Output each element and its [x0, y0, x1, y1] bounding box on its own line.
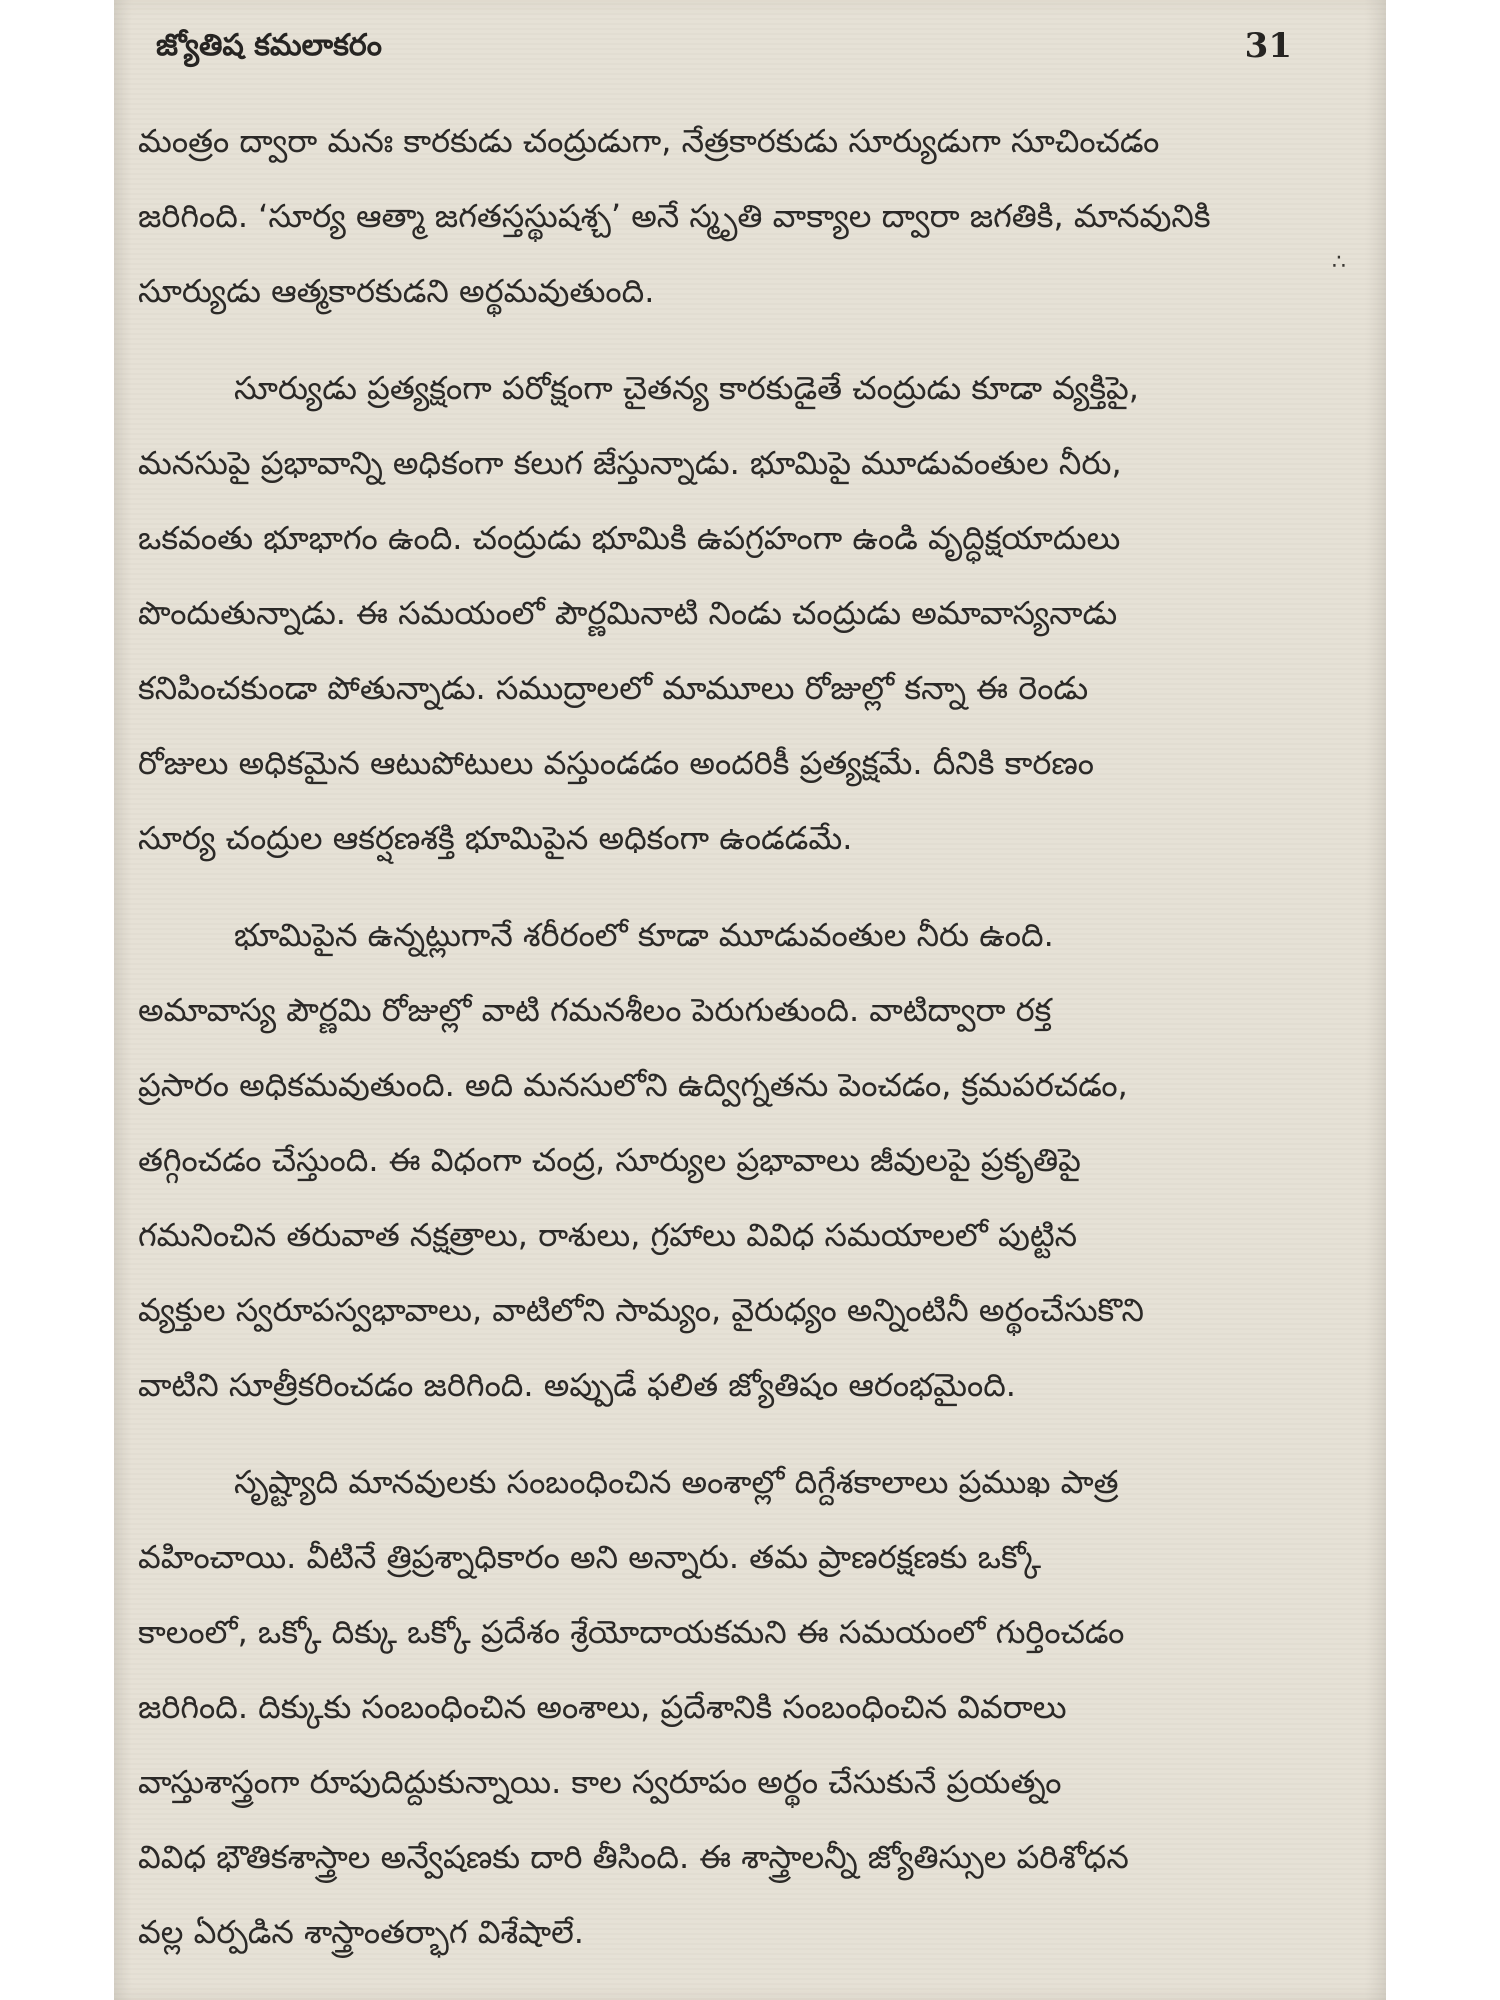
text-line: తగ్గించడం చేస్తుంది. ఈ విధంగా చంద్ర, సూర్యుల ప్రభావాలు జీవులపై ప్రకృతిపై — [138, 1141, 1081, 1179]
paragraph-4 — [138, 1445, 1328, 1970]
text-line: వివిధ భౌతికశాస్త్రాల అన్వేషణకు దారి తీసింది. ఈ శాస్త్రాలన్నీ జ్యోతిస్సుల పరిశోధన — [138, 1838, 1129, 1876]
page-number: 31 — [1244, 26, 1292, 66]
text-line: వహించాయి. వీటినే త్రిప్రశ్నాధికారం అని అన్నారు. తమ ప్రాణరక్షణకు ఒక్కో — [138, 1538, 1042, 1576]
paragraph-2 — [138, 351, 1328, 876]
text-line: కనిపించకుండా పోతున్నాడు. సముద్రాలలో మామూలు రోజుల్లో కన్నా ఈ రెండు — [138, 669, 1089, 707]
text-line: జరిగింది. దిక్కుకు సంబంధించిన అంశాలు, ప్రదేశానికి సంబంధించిన వివరాలు — [138, 1688, 1067, 1726]
text-line: కాలంలో, ఒక్కో దిక్కు ఒక్కో ప్రదేశం శ్రేయోదాయకమని ఈ సమయంలో గుర్తించడం — [138, 1613, 1125, 1651]
paragraph-3 — [138, 898, 1328, 1423]
running-head: జ్యోతిష కమలాకరం — [156, 28, 382, 63]
text-line: సూర్య చంద్రుల ఆకర్షణశక్తి భూమిపైన అధికంగా ఉండడమే. — [138, 819, 853, 857]
book-page — [114, 0, 1386, 2000]
body-text — [138, 104, 1328, 1992]
text-line: జరిగింది. ‘సూర్య ఆత్మా జగతస్తస్థుషశ్చ’ అనే స్మృతి వాక్యాల ద్వారా జగతికి, మానవునికి — [138, 197, 1211, 235]
text-line: వాస్తుశాస్త్రంగా రూపుదిద్దుకున్నాయి. కాల స్వరూపం అర్థం చేసుకునే ప్రయత్నం — [138, 1763, 1062, 1801]
text-line: మంత్రం ద్వారా మనః కారకుడు చంద్రుడుగా, నేత్రకారకుడు సూర్యుడుగా సూచించడం — [138, 122, 1160, 160]
text-line: రోజులు అధికమైన ఆటుపోటులు వస్తుండడం అందరికీ ప్రత్యక్షమే. దీనికి కారణం — [138, 744, 1095, 782]
ink-speck: ∴ — [1332, 250, 1346, 275]
paragraph-1 — [138, 104, 1328, 329]
text-line: సూర్యుడు ప్రత్యక్షంగా పరోక్షంగా చైతన్య కారకుడైతే చంద్రుడు కూడా వ్యక్తిపై, — [234, 369, 1139, 407]
text-line: అమావాస్య పౌర్ణమి రోజుల్లో వాటి గమనశీలం పెరుగుతుంది. వాటిద్వారా రక్త — [138, 991, 1052, 1029]
text-line: వల్ల ఏర్పడిన శాస్త్రాంతర్భాగ విశేషాలే. — [138, 1913, 584, 1951]
text-line: పొందుతున్నాడు. ఈ సమయంలో పౌర్ణమినాటి నిండు చంద్రుడు అమావాస్యనాడు — [138, 594, 1118, 632]
text-line: మనసుపై ప్రభావాన్ని అధికంగా కలుగ జేస్తున్నాడు. భూమిపై మూడువంతుల నీరు, — [138, 444, 1122, 482]
text-line: వాటిని సూత్రీకరించడం జరిగింది. అప్పుడే ఫలిత జ్యోతిషం ఆరంభమైంది. — [138, 1366, 1016, 1404]
text-line: సూర్యుడు ఆత్మకారకుడని అర్థమవుతుంది. — [138, 272, 655, 310]
text-line: ప్రసారం అధికమవుతుంది. అది మనసులోని ఉద్విగ్నతను పెంచడం, క్రమపరచడం, — [138, 1066, 1128, 1104]
text-line: ఒకవంతు భూభాగం ఉంది. చంద్రుడు భూమికి ఉపగ్రహంగా ఉండి వృద్ధిక్షయాదులు — [138, 519, 1121, 557]
text-line: సృష్ట్యాది మానవులకు సంబంధించిన అంశాల్లో దిగ్దేశకాలాలు ప్రముఖ పాత్ర — [234, 1463, 1119, 1501]
text-line: గమనించిన తరువాత నక్షత్రాలు, రాశులు, గ్రహాలు వివిధ సమయాలలో పుట్టిన — [138, 1216, 1078, 1254]
text-line: వ్యక్తుల స్వరూపస్వభావాలు, వాటిలోని సామ్యం, వైరుధ్యం అన్నింటినీ అర్థంచేసుకొని — [138, 1291, 1144, 1329]
text-line: భూమిపైన ఉన్నట్లుగానే శరీరంలో కూడా మూడువంతుల నీరు ఉంది. — [234, 916, 1054, 954]
